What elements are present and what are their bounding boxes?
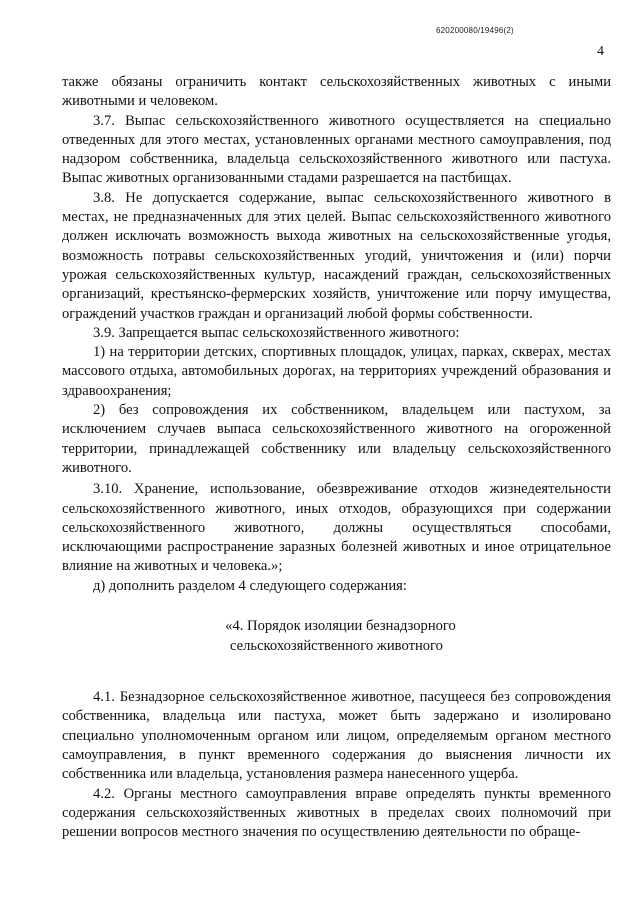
- paragraph-3-9: 3.9. Запрещается выпас сельскохозяйственного животного:: [93, 324, 460, 341]
- document-id: 620200080/19496(2): [436, 26, 514, 35]
- paragraph-3-7: 3.7. Выпас сельскохозяйственного животного осуществляется на специально отведенных для этого местах, установленных органами местного самоуправления, под надзором собственника, владельца сельскохозяйственного животного или пастуха. Выпас животных организованными стадами разрешается на пастбищах.: [62, 112, 611, 187]
- paragraph-amendment-d: д) дополнить разделом 4 следующего содержания:: [93, 577, 407, 594]
- paragraph-4-1: 4.1. Безнадзорное сельскохозяйственное животное, пасущееся без сопровождения собственника, владельца или пастуха, может быть задержано и изолировано специально уполномоченным органом или лицом, определяемым органом местного самоуправления, в пункт временного содержания до выяснения личности их собственника или владельца, установления размера нанесенного ущерба.: [62, 689, 611, 783]
- paragraph-intro: также обязаны ограничить контакт сельскохозяйственных животных с иными животными и человеком.: [62, 74, 611, 110]
- page-number: 4: [597, 44, 604, 59]
- paragraph-3-10: 3.10. Хранение, использование, обезвреживание отходов жизнедеятельности сельскохозяйственного животного, иных отходов, образующихся при содержании сельскохозяйственного животного, должны осуществляться способами, исключающими распространение заразных болезней животных и иное отрицательное влияние на животных и человека.»;: [62, 481, 611, 575]
- paragraph-3-8: 3.8. Не допускается содержание, выпас сельскохозяйственного животного в местах, не предназначенных для этих целей. Выпас сельскохозяйственного животного должен исключать возможность выхода животных на сельскохозяйственные угодья, возможность потравы сельскохозяйственных угодий, уничтожения и (или) порчи урожая сельскохозяйственных культур, насаждений граждан, сельскохозяйственных организаций, крестьянско-фермерских хозяйств, уничтожение или порчу имущества, ограждений участков граждан и организаций любой формы собственности.: [62, 189, 611, 322]
- paragraph-3-9-item-1: 1) на территории детских, спортивных площадок, улицах, парках, скверах, местах массового отдыха, автомобильных дорогах, на территориях учреждений образования и здравоохранения;: [62, 344, 611, 399]
- section-4-heading-line-2: сельскохозяйственного животного: [230, 638, 443, 655]
- section-4-heading-line-1: «4. Порядок изоляции безнадзорного: [225, 618, 456, 635]
- section-4-heading: [62, 616, 611, 656]
- paragraph-3-9-item-2: 2) без сопровождения их собственником, владельцем или пастухом, за исключением случаев выпаса сельскохозяйственного животного на огороженной территории, принадлежащей собственнику или владельцу сельскохозяйственного животного.: [62, 402, 611, 476]
- document-body: [62, 73, 611, 842]
- paragraph-4-2: 4.2. Органы местного самоуправления вправе определять пункты временного содержания сельскохозяйственных животных в пределах своих полномочий при решении вопросов местного значения по осуществлению деятельности по обраще-: [62, 785, 611, 841]
